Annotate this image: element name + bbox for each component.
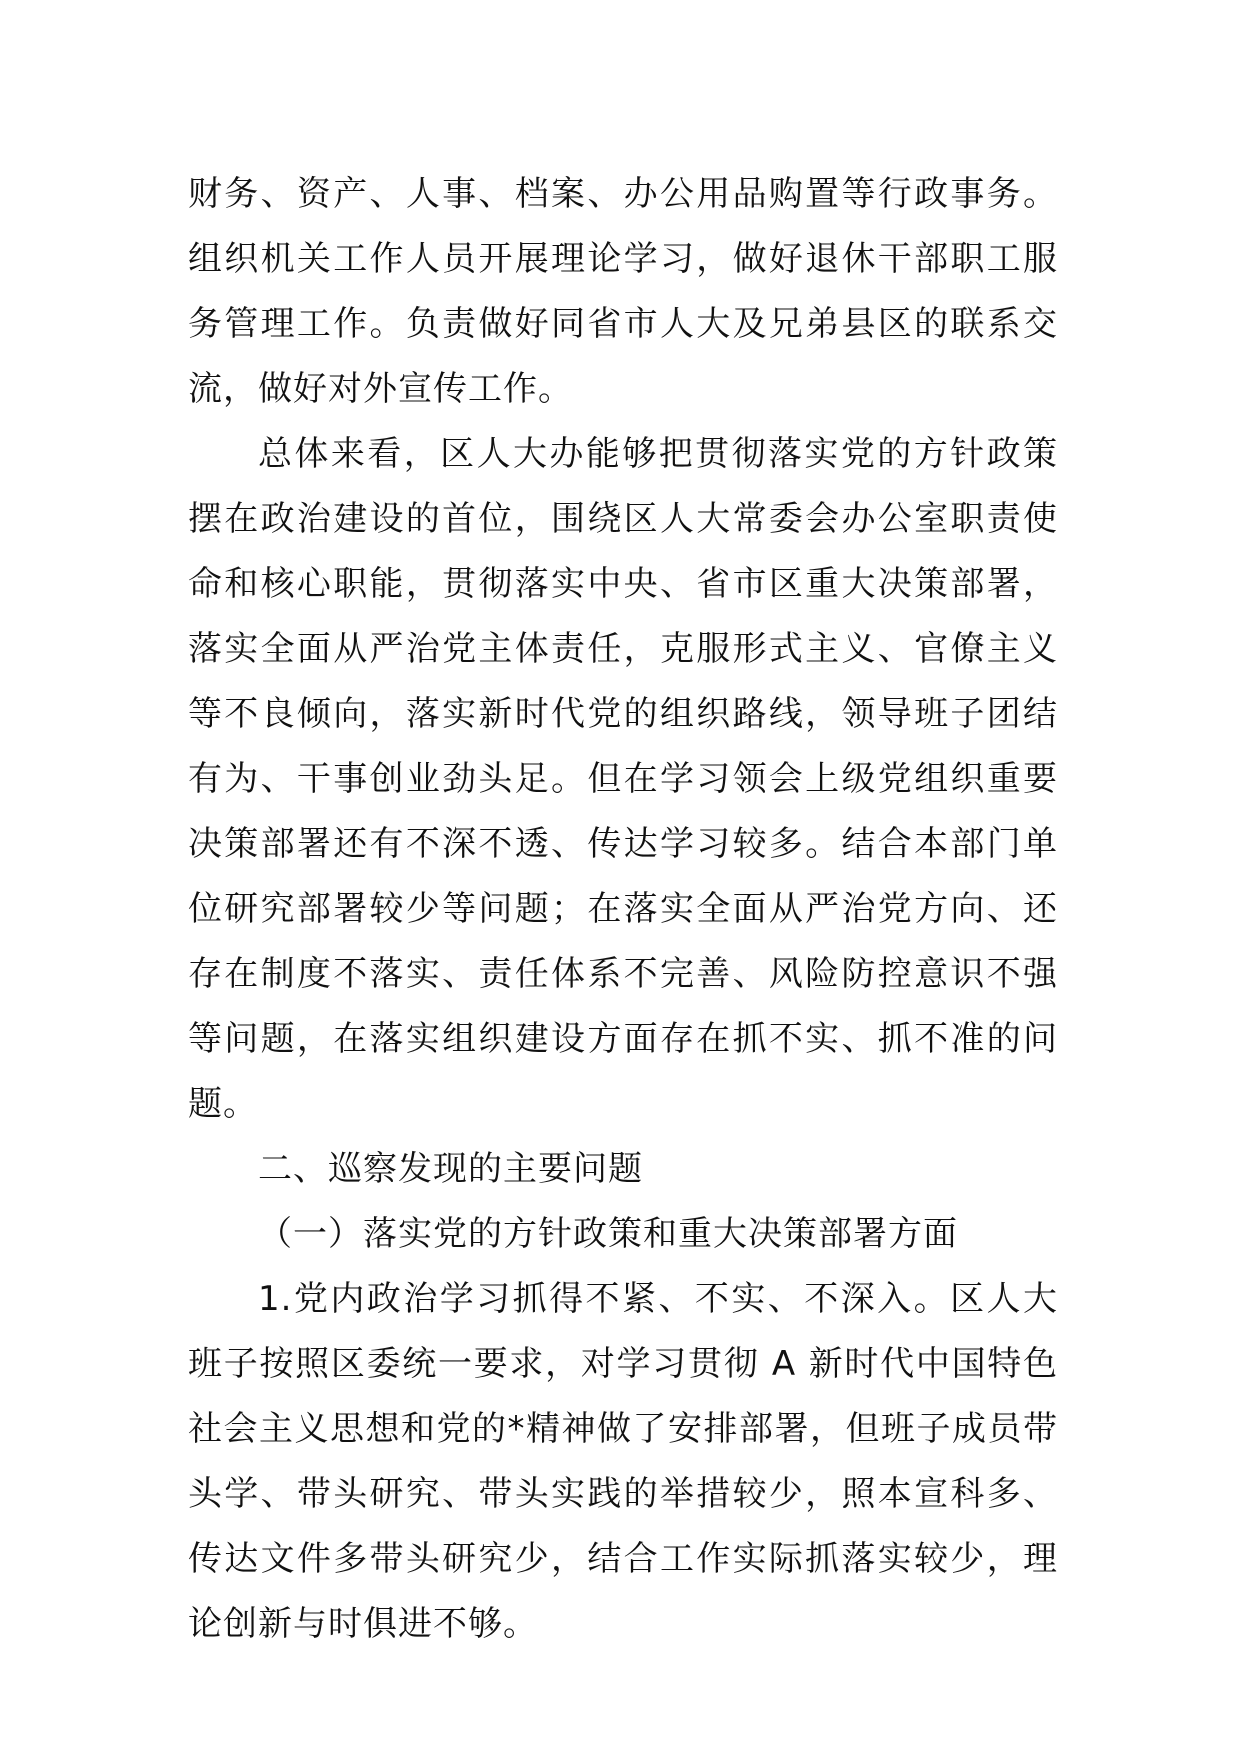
paragraph-overall-assessment: 总体来看，区人大办能够把贯彻落实党的方针政策摆在政治建设的首位，围绕区人大常委会办公室职责使命和核心职能，贯彻落实中央、省市区重大决策部署，落实全面从严治党主体责任，克服形式主义、官僚主义等不良倾向，落实新时代党的组织路线，领导班子团结有为、干事创业劲头足。但在学习领会上级党组织重要决策部署还有不深不透、传达学习较多。结合本部门单位研究部署较少等问题；在落实全面从严治党方向、还存在制度不落实、责任体系不完善、风险防控意识不强等问题，在落实组织建设方面存在抓不实、抓不准的问题。 [188,434,1058,1124]
paragraph-political-study-issue: 1.党内政治学习抓得不紧、不实、不深入。区人大班子按照区委统一要求，对学习贯彻 A 新时代中国特色社会主义思想和党的*精神做了安排部署，但班子成员带头学、带头研究、带头实践的举措较少，照本宣科多、传达文件多带头研究少，结合工作实际抓落实较少，理论创新与时俱进不够。 [188,1279,1058,1644]
subsection-heading-policy-implementation: （一）落实党的方针政策和重大决策部署方面 [258,1214,958,1254]
document-body [188,162,1058,1657]
paragraph-continued-duties: 财务、资产、人事、档案、办公用品购置等行政事务。组织机关工作人员开展理论学习，做好退休干部职工服务管理工作。负责做好同省市人大及兄弟县区的联系交流，做好对外宣传工作。 [188,174,1058,409]
section-heading-main-problems: 二、巡察发现的主要问题 [258,1149,643,1189]
